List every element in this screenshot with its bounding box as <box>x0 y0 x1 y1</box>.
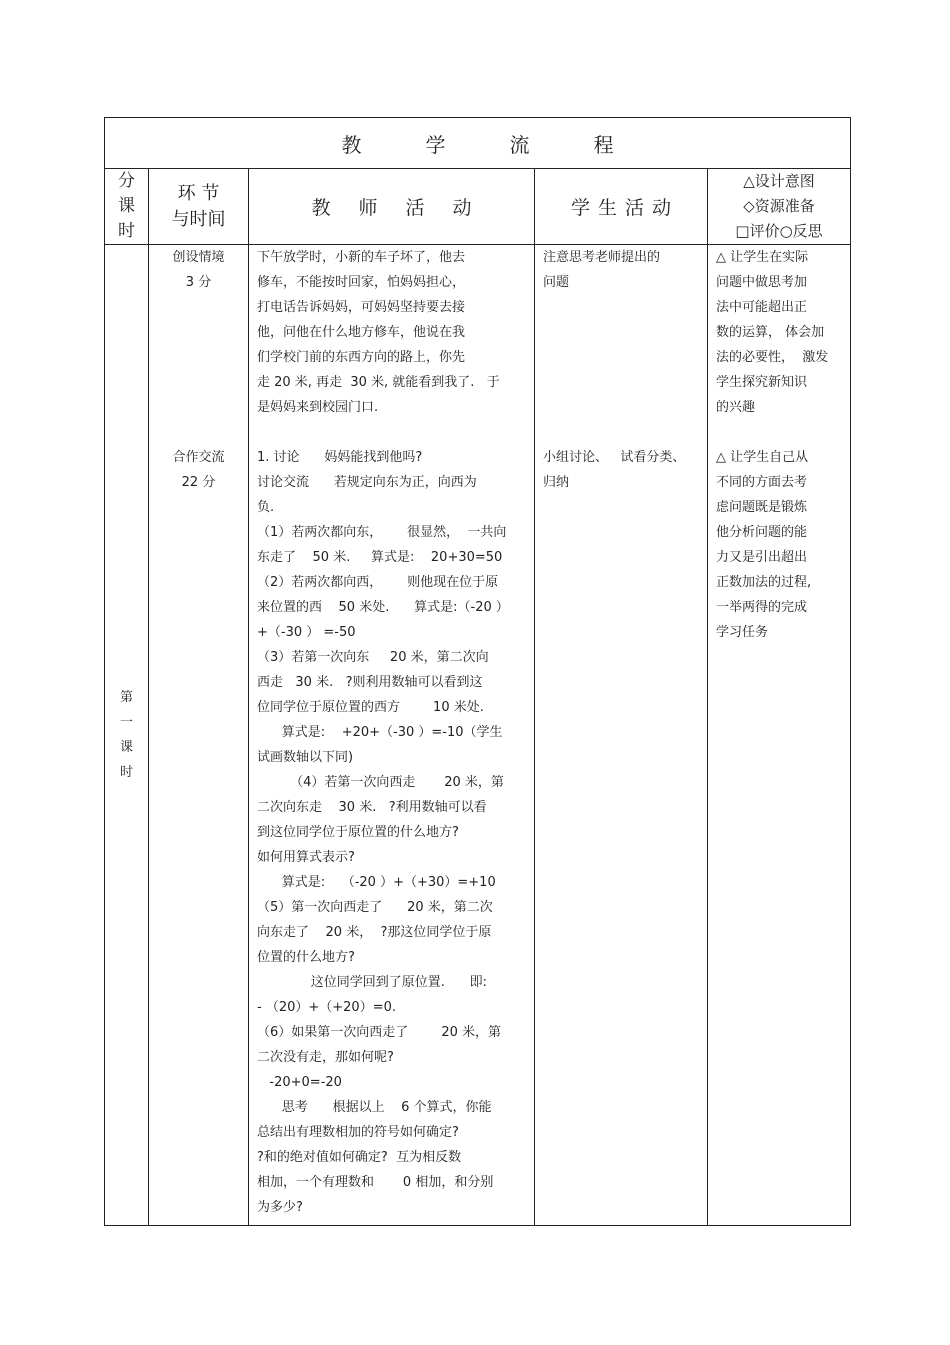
teacher-line: 位置的什么地方? <box>257 950 355 965</box>
table-title <box>105 118 851 169</box>
student-line: 归纳 <box>543 475 570 490</box>
teacher-line: 总结出有理数相加的符号如何确定? <box>257 1125 459 1140</box>
teacher-line: - （20）+（+20）=0. <box>257 1000 396 1015</box>
design-line: 学生探究新知识 <box>716 375 808 390</box>
teacher-line: （6）如果第一次向西走了 20 米，第 <box>257 1025 502 1040</box>
student-column <box>535 245 708 1226</box>
stage-column <box>149 245 249 1226</box>
teacher-line: 位同学位于原位置的西方 10 米处. <box>257 700 484 715</box>
design-line: 正数加法的过程, <box>716 575 812 590</box>
header-student: 学 生 活 动 <box>535 169 708 245</box>
design-line: 虑问题既是锻炼 <box>716 500 808 515</box>
design-line: △ 让学生在实际 <box>716 250 809 265</box>
student-line: 注意思考老师提出的 <box>543 250 661 265</box>
teacher-line: 西走 30 米. ?则利用数轴可以看到这 <box>257 675 483 690</box>
teacher-line: 他，问他在什么地方修车，他说在我 <box>257 325 466 340</box>
student-text-1 <box>535 245 707 420</box>
teacher-line: 这位同学回到了原位置. 即: <box>257 975 488 990</box>
design-line: 不同的方面去考 <box>716 475 808 490</box>
student-text-2 <box>535 445 707 495</box>
teacher-line: 讨论交流 若规定向东为正，向西为 <box>257 475 477 490</box>
teacher-line: -20+0=-20 <box>257 1075 342 1090</box>
design-line: 法中可能超出正 <box>716 300 808 315</box>
title-char: 程 <box>593 132 614 157</box>
design-line: △ 让学生自己从 <box>716 450 809 465</box>
teacher-text-1 <box>249 245 534 420</box>
teacher-line: 向东走了 20 米， ?那这位同学位于原 <box>257 925 492 940</box>
title-char: 流 <box>509 132 530 157</box>
teacher-line: +（-30 ） =-50 <box>257 625 356 640</box>
teacher-line: （5）第一次向西走了 20 米，第二次 <box>257 900 493 915</box>
teacher-line: ?和的绝对值如何确定? 互为相反数 <box>257 1150 462 1165</box>
lesson-row <box>105 245 851 1226</box>
design-line: 他分析问题的能 <box>716 525 808 540</box>
teacher-line: 思考 根据以上 6 个算式，你能 <box>257 1100 492 1115</box>
teacher-line: （1）若两次都向东， 很显然， 一共向 <box>257 525 507 540</box>
teacher-line: 走 20 米, 再走 30 米, 就能看到我了. 于 <box>257 375 500 390</box>
header-lesson: 分 课 时 <box>105 169 149 245</box>
design-text-1 <box>708 245 850 420</box>
stage-1: 创设情境 3 分 <box>172 250 225 290</box>
teacher-line: （2）若两次都向西， 则他现在位于原 <box>257 575 499 590</box>
lesson-label: 第 一 课 时 <box>105 245 149 1226</box>
teacher-line: 东走了 50 米. 算式是: 20+30=50 <box>257 550 503 565</box>
teacher-line: 试画数轴以下同) <box>257 750 354 765</box>
teacher-line: （4）若第一次向西走 20 米，第 <box>257 775 504 790</box>
teacher-line: 算式是: （-20 ）+（+30）=+10 <box>257 875 496 890</box>
design-line: 学习任务 <box>716 625 769 640</box>
teacher-line: 1. 讨论 妈妈能找到他吗? <box>257 450 423 465</box>
teacher-line: 们学校门前的东西方向的路上，你先 <box>257 350 466 365</box>
teacher-text-2 <box>249 445 534 1220</box>
design-line: 法的必要性， 激发 <box>716 350 829 365</box>
teaching-flow-table <box>104 117 851 1226</box>
student-line: 小组讨论、 试看分类、 <box>543 450 686 465</box>
teacher-line: 如何用算式表示? <box>257 850 355 865</box>
teacher-line: 算式是: +20+（-30 ）=-10（学生 <box>257 725 503 740</box>
teacher-line: 修车，不能按时回家，怕妈妈担心， <box>257 275 466 290</box>
teacher-line: 负. <box>257 500 275 515</box>
design-line: 力又是引出超出 <box>716 550 808 565</box>
teacher-line: 到这位同学位于原位置的什么地方? <box>257 825 459 840</box>
header-teacher: 教 师 活 动 <box>249 169 535 245</box>
teacher-column <box>249 245 535 1226</box>
teacher-line: 相加，一个有理数和 0 相加，和分别 <box>257 1175 494 1190</box>
teacher-line: （3）若第一次向东 20 米，第二次向 <box>257 650 489 665</box>
design-line: 一举两得的完成 <box>716 600 808 615</box>
teacher-line: 是妈妈来到校园门口. <box>257 400 379 415</box>
header-design: △设计意图 ◇资源准备 □评价○反思 <box>708 169 851 245</box>
title-char: 学 <box>425 132 446 157</box>
teacher-line: 打电话告诉妈妈，可妈妈坚持要去接 <box>257 300 466 315</box>
teacher-line: 二次向东走 30 米. ?利用数轴可以看 <box>257 800 487 815</box>
student-line: 问题 <box>543 275 570 290</box>
teacher-line: 来位置的西 50 米处. 算式是:（-20 ） <box>257 600 509 615</box>
header-row <box>105 169 851 245</box>
design-line: 的兴趣 <box>716 400 756 415</box>
design-column <box>708 245 851 1226</box>
design-line: 问题中做思考加 <box>716 275 808 290</box>
design-line: 数的运算， 体会加 <box>716 325 825 340</box>
title-char: 教 <box>341 132 362 157</box>
teacher-line: 为多少? <box>257 1200 303 1215</box>
teacher-line: 二次没有走，那如何呢? <box>257 1050 394 1065</box>
design-text-2 <box>708 445 850 645</box>
teacher-line: 下午放学时，小新的车子坏了，他去 <box>257 250 466 265</box>
stage-2: 合作交流 22 分 <box>172 450 225 490</box>
header-stage: 环 节 与时间 <box>149 169 249 245</box>
